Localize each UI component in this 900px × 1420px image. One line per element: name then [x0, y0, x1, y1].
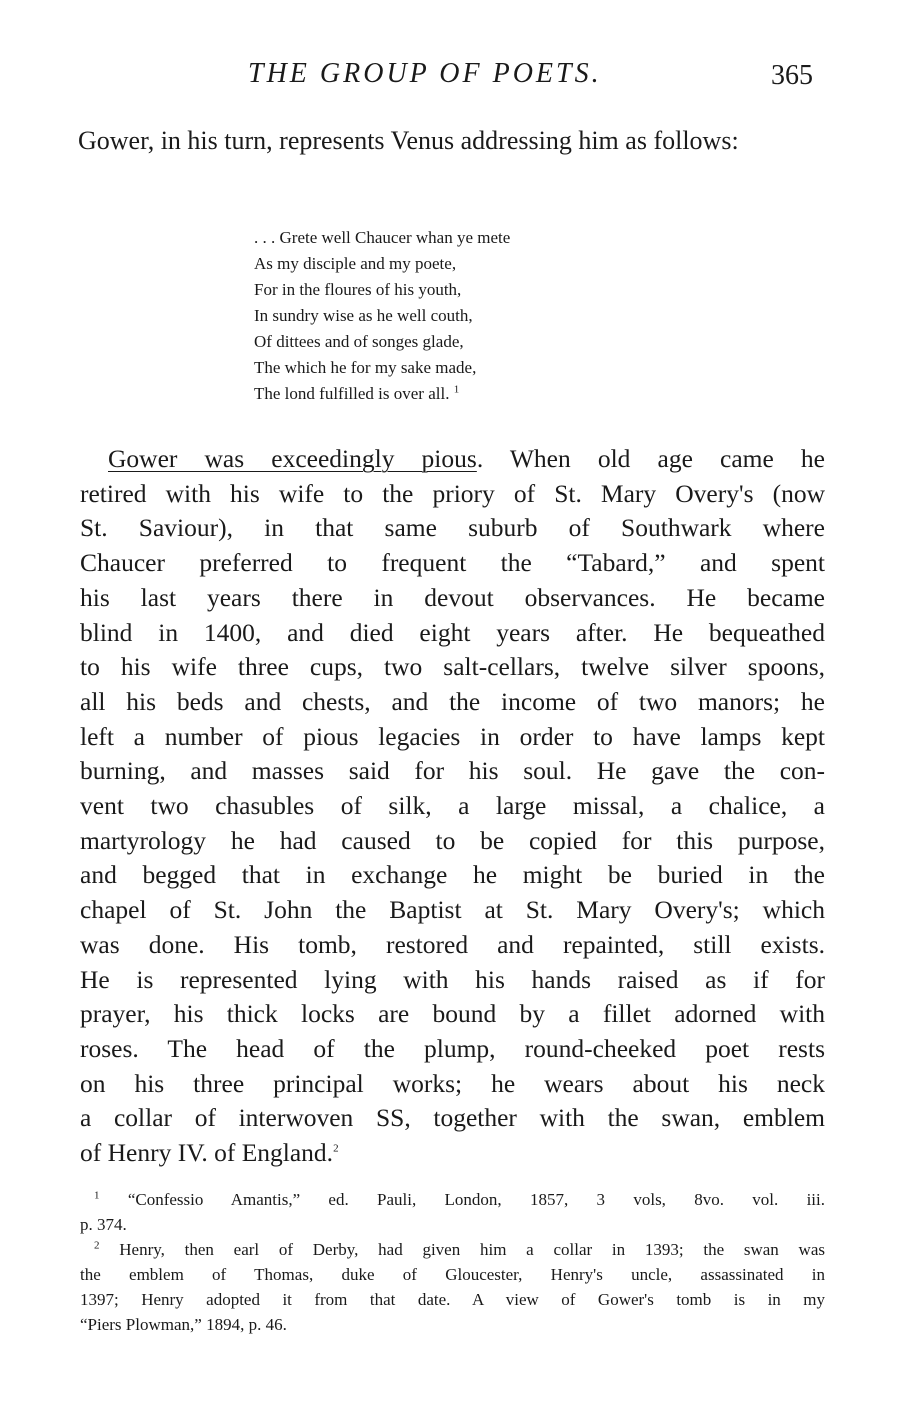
body-line: roses. The head of the plump, round-cheeked poet rests [80, 1033, 825, 1063]
body-line: He is represented lying with his hands raised as if for [80, 964, 825, 994]
running-head [0, 58, 900, 98]
footnote-ref-1: 1 [453, 383, 460, 396]
body-line: prayer, his thick locks are bound by a fillet adorned with [80, 999, 825, 1029]
footnote-ref-2: 2 [333, 1142, 339, 1155]
body-line [80, 442, 825, 477]
footnote-1-line: p. 374. [80, 1215, 127, 1234]
body-line-text: . When old age came he [476, 444, 825, 473]
body-line: chapel of St. John the Baptist at St. Mary Overy's; which [80, 895, 825, 925]
footnote-2-line [80, 1237, 825, 1262]
footnote-marker-1: 1 [94, 1189, 100, 1202]
verse-line: . . . Grete well Chaucer whan ye mete [254, 228, 511, 247]
body-line: martyrology he had caused to be copied for this purpose, [80, 825, 825, 855]
page-number: 365 [771, 60, 813, 91]
verse-line: As my disciple and my poete, [254, 254, 457, 273]
body-paragraph [80, 442, 825, 1171]
body-line-text: of Henry IV. of England. [80, 1138, 334, 1168]
body-line: a collar of interwoven SS, together with the swan, emblem [80, 1103, 825, 1133]
body-line: vent two chasubles of silk, a large missal, a chalice, a [80, 791, 825, 821]
footnote-2-line: “Piers Plowman,” 1894, p. 46. [80, 1315, 287, 1334]
body-line-last [80, 1136, 825, 1171]
verse-line-text: The lond fulfilled is over all. [254, 384, 450, 403]
body-line: his last years there in devout observances. He became [80, 582, 825, 612]
footnote-2-line: 1397; Henry adopted it from that date. A view of Gower's tomb is in my [80, 1290, 825, 1309]
verse-line: The which he for my sake made, [254, 358, 477, 377]
intro-paragraph: Gower, in his turn, represents Venus addressing him as follows: [78, 126, 739, 155]
body-line: retired with his wife to the priory of St. Mary Overy's (now [80, 478, 825, 508]
body-line: St. Saviour), in that same suburb of Southwark where [80, 513, 825, 543]
body-line: was done. His tomb, restored and repainted, still exists. [80, 929, 825, 959]
body-line: Chaucer preferred to frequent the “Tabard,” and spent [80, 548, 825, 578]
footnotes [80, 1187, 825, 1337]
footnote-2-line: the emblem of Thomas, duke of Gloucester, Henry's uncle, assassinated in [80, 1265, 825, 1284]
body-line: burning, and masses said for his soul. He gave the con- [80, 756, 825, 786]
verse-quotation [254, 225, 674, 407]
body-line: left a number of pious legacies in order to have lamps kept [80, 721, 825, 751]
verse-line-last [254, 381, 674, 407]
verse-line: For in the floures of his youth, [254, 280, 462, 299]
verse-line: Of dittees and of songes glade, [254, 332, 464, 351]
running-title: THE GROUP OF POETS. [248, 58, 602, 89]
body-line: to his wife three cups, two salt-cellars, twelve silver spoons, [80, 652, 825, 682]
footnote-1-line [80, 1187, 825, 1212]
footnote-marker-2: 2 [94, 1239, 100, 1252]
underlined-phrase: Gower was exceedingly pious [108, 444, 477, 473]
footnote-1-text: “Confessio Amantis,” ed. Pauli, London, 1857, 3 vols, 8vo. vol. iii. [127, 1190, 825, 1209]
body-line: all his beds and chests, and the income of two manors; he [80, 686, 825, 716]
verse-line: In sundry wise as he well couth, [254, 306, 473, 325]
body-line: and begged that in exchange he might be buried in the [80, 860, 825, 890]
body-line: on his three principal works; he wears about his neck [80, 1068, 825, 1098]
body-line: blind in 1400, and died eight years after. He bequeathed [80, 617, 825, 647]
footnote-2-text: Henry, then earl of Derby, had given him a collar in 1393; the swan was [119, 1240, 825, 1259]
